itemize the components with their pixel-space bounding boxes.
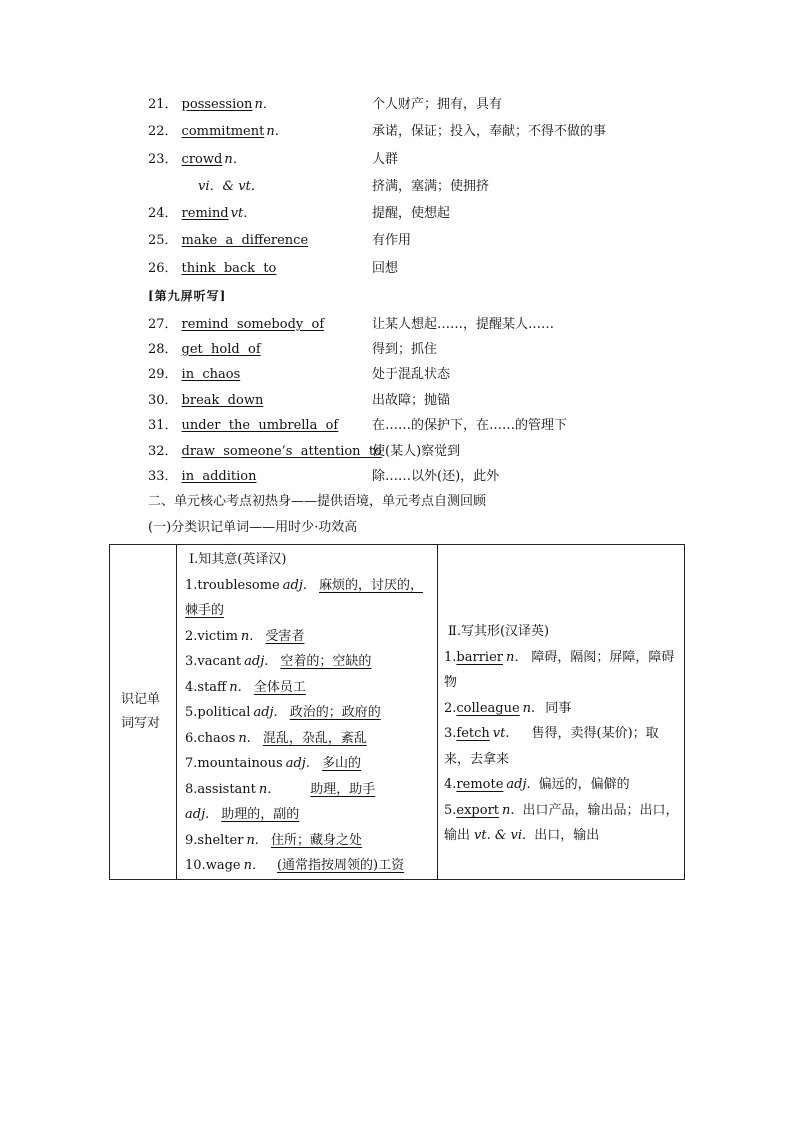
phrase-term: under the umbrella of	[181, 418, 339, 433]
phrase-meaning: 使(某人)察觉到	[372, 444, 461, 459]
vocab-meaning: 提醒，使想起	[372, 206, 451, 221]
section-label: [第九屏听写]	[148, 289, 227, 303]
item-number: 30．	[148, 393, 178, 408]
item-pos: n.	[240, 628, 254, 644]
item-number: 27．	[148, 317, 178, 332]
item-number: 24．	[148, 206, 178, 221]
vocab-meaning: 回想	[372, 261, 399, 276]
item-word: troublesome	[197, 577, 280, 593]
row-label: 识记单词写对	[110, 545, 177, 880]
item-answer: (通常指按周领的)工资	[276, 858, 405, 873]
item-number: 32．	[148, 444, 178, 459]
item-meaning-extra: 出口，输出	[534, 828, 600, 843]
item-answer: 受害者	[265, 628, 305, 644]
phrase-row	[148, 415, 708, 437]
vocab-meaning: 承诺，保证；投入，奉献；不得不做的事	[372, 124, 607, 139]
vocab-term: crowd	[181, 152, 223, 167]
item-meaning: 障碍，隔阂；屏障，障碍物	[444, 649, 675, 690]
table-item-extra	[185, 802, 437, 828]
item-meaning: 售得，卖得(某价)；取来，去拿来	[444, 726, 659, 767]
phrase-meaning: 让某人想起……，提醒某人……	[372, 317, 555, 332]
part-of-speech: n．	[266, 124, 288, 139]
item-meaning: 出口产品，输出品；出口，输出	[444, 802, 679, 843]
phrase-row	[148, 364, 708, 386]
table-item: 6.chaos n. 混乱，杂乱，紊乱	[185, 730, 367, 746]
item-pos: adj.	[253, 705, 278, 720]
table-item: 4.staff n. 全体员工	[185, 679, 306, 695]
item-word: vacant	[197, 654, 242, 669]
item-word: victim	[197, 628, 238, 644]
vocab-row	[148, 230, 708, 252]
item-word: colleague	[456, 700, 520, 716]
item-pos: vt.	[492, 726, 510, 741]
phrase-term: in chaos	[181, 367, 241, 382]
table-item: 5.export n. 出口产品，输出品；出口，输出 vt. & vi. 出口，输出	[444, 802, 679, 843]
item-number: 28．	[148, 342, 178, 357]
phrase-row	[148, 314, 708, 336]
item-answer: 政治的；政府的	[289, 705, 381, 720]
vocab-term: possession	[181, 97, 253, 112]
chinese-to-english-column	[438, 545, 685, 880]
phrase-row	[148, 390, 708, 412]
item-word: staff	[197, 679, 227, 695]
item-answer: 助理的，副的	[221, 807, 300, 822]
phrase-row	[148, 339, 708, 361]
vocab-table	[109, 544, 685, 880]
table-item: 8.assistant n． 助理，助手	[185, 781, 376, 797]
phrase-meaning: 除……以外(还)，此外	[372, 469, 500, 484]
table-item: 2.colleague n. 同事	[444, 700, 572, 716]
subsection-heading: (一)分类识记单词——用时少·功效高	[148, 520, 358, 535]
part-of-speech: n．	[224, 152, 246, 167]
phrase-meaning: 处于混乱状态	[372, 367, 451, 382]
vocab-row	[148, 149, 708, 171]
part-of-speech: n．	[254, 97, 276, 112]
table-item: 4.remote adj. 偏远的，偏僻的	[444, 777, 630, 792]
table-item: 9.shelter n. 住所；藏身之处	[185, 832, 362, 848]
item-word: export	[456, 802, 500, 818]
part-of-speech: vi．& vt．	[198, 179, 264, 194]
item-answer: 住所；藏身之处	[270, 832, 362, 848]
table-item: 2.victim n. 受害者	[185, 628, 305, 644]
item-answer-cont: 棘手的	[185, 603, 225, 618]
item-number: 26．	[148, 261, 178, 276]
vocab-row	[148, 94, 708, 116]
table-item: 1.troublesome adj. 麻烦的，讨厌的，	[185, 577, 424, 593]
item-pos: adj.	[285, 756, 310, 771]
part-of-speech: vt．	[230, 206, 257, 221]
item-pos: adj.	[185, 807, 210, 822]
item-number: 22．	[148, 124, 178, 139]
vocab-row	[148, 121, 708, 143]
phrase-term: remind somebody of	[181, 317, 325, 332]
item-word: wage	[205, 858, 241, 873]
item-number: 25．	[148, 233, 178, 248]
item-word: chaos	[197, 730, 236, 746]
vocab-term: make a difference	[181, 233, 309, 248]
vocab-term: remind	[181, 206, 229, 221]
table-item: 7.mountainous adj. 多山的	[185, 756, 361, 771]
vocab-meaning: 有作用	[372, 233, 412, 248]
item-pos: n．	[258, 781, 281, 797]
table-item: 3.vacant adj. 空着的；空缺的	[185, 654, 372, 669]
item-number: 23．	[148, 152, 178, 167]
item-word: remote	[456, 777, 504, 792]
vocab-term: commitment	[181, 124, 265, 139]
item-pos: n.	[502, 802, 515, 818]
table-item: 1.barrier n． 障碍，隔阂；屏障，障碍物	[444, 649, 675, 690]
item-meaning: 偏远的，偏僻的	[538, 777, 630, 792]
item-word: shelter	[197, 832, 244, 848]
vocab-row	[148, 258, 708, 280]
item-pos: n．	[243, 858, 265, 873]
item-word: assistant	[197, 781, 256, 797]
item-meaning: 同事	[545, 700, 572, 716]
item-word: political	[197, 705, 251, 720]
item-answer: 混乱，杂乱，紊乱	[262, 730, 367, 746]
table-item: 10.wage n． (通常指按周领的)工资	[185, 858, 405, 873]
item-pos-extra: vt. & vi.	[474, 828, 527, 843]
english-to-chinese-column	[177, 545, 438, 880]
item-answer: 助理，助手	[310, 781, 376, 797]
vocab-meaning: 个人财产；拥有，具有	[372, 97, 503, 112]
vocab-row	[148, 203, 708, 225]
section-heading: 二、单元核心考点初热身——提供语境，单元考点自测回顾	[148, 494, 487, 509]
item-pos: adj.	[506, 777, 531, 792]
item-pos: n.	[522, 700, 536, 716]
phrase-meaning: 出故障；抛锚	[372, 393, 451, 408]
phrase-meaning: 在……的保护下，在……的管理下	[372, 418, 568, 433]
phrase-term: get hold of	[181, 342, 261, 357]
phrase-term: draw someone’s attention to	[181, 444, 382, 459]
vocab-term: think back to	[181, 261, 277, 276]
item-word: fetch	[456, 726, 490, 741]
phrase-meaning: 得到；抓住	[372, 342, 438, 357]
item-pos: adj.	[244, 654, 269, 669]
item-pos: n.	[246, 832, 259, 848]
item-answer: 麻烦的，讨厌的，	[319, 577, 424, 593]
item-answer: 空着的；空缺的	[280, 654, 372, 669]
item-pos: adj.	[282, 577, 307, 593]
item-number: 31．	[148, 418, 178, 433]
item-pos: n.	[229, 679, 242, 695]
item-pos: n．	[505, 649, 528, 665]
item-number: 33．	[148, 469, 178, 484]
item-answer: 多山的	[321, 756, 361, 771]
phrase-row	[148, 466, 708, 488]
item-number: 29．	[148, 367, 178, 382]
vocab-meaning: 挤满，塞满；使拥挤	[372, 179, 490, 194]
phrase-term: in addition	[181, 469, 257, 484]
column-title: Ⅰ.知其意(英译汉)	[189, 552, 287, 567]
phrase-term: break down	[181, 393, 264, 408]
column-title: Ⅱ.写其形(汉译英)	[448, 624, 550, 639]
table-item: 3.fetch vt. 售得，卖得(某价)；取来，去拿来	[444, 726, 659, 767]
item-answer: 全体员工	[253, 679, 306, 695]
table-item: 5.political adj. 政治的；政府的	[185, 705, 381, 720]
item-word: mountainous	[197, 756, 283, 771]
phrase-row	[148, 441, 708, 463]
item-pos: n.	[238, 730, 251, 746]
item-word: barrier	[456, 649, 503, 665]
vocab-row	[148, 176, 708, 198]
item-number: 21．	[148, 97, 178, 112]
vocab-meaning: 人群	[372, 152, 399, 167]
